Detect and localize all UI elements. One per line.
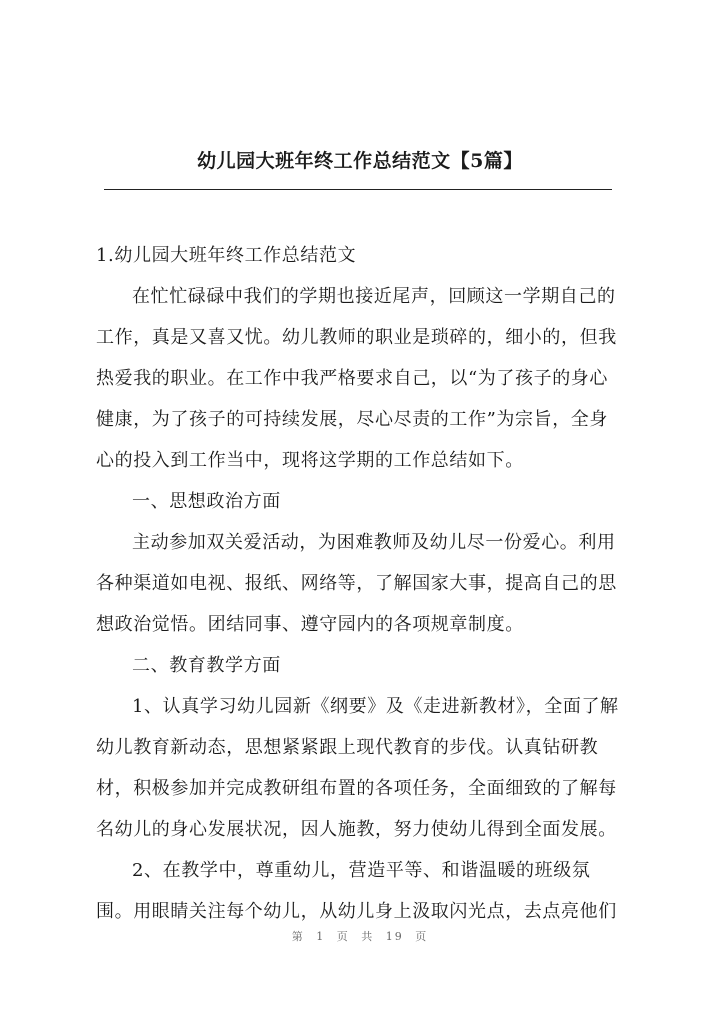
paragraph-line: 幼儿教育新动态，思想紧紧跟上现代教育的步伐。认真钻研教	[96, 737, 599, 758]
paragraph-line: 在忙忙碌碌中我们的学期也接近尾声，回顾这一学期自己的	[132, 286, 616, 307]
subheading-teaching: 二、教育教学方面	[132, 655, 281, 676]
paragraph-line: 材，积极参加并完成教研组布置的各项任务，全面细致的了解每	[96, 778, 617, 799]
paragraph-line: 健康，为了孩子的可持续发展，尽心尽责的工作”为宗旨，全身	[96, 409, 608, 430]
paragraph-line: 心的投入到工作当中，现将这学期的工作总结如下。	[96, 450, 524, 471]
paragraph-line: 围。用眼睛关注每个幼儿，从幼儿身上汲取闪光点，去点亮他们	[96, 901, 617, 922]
paragraph-line: 1、认真学习幼儿园新《纲要》及《走进新教材》，全面了解	[132, 696, 619, 717]
paragraph-line: 2、在教学中，尊重幼儿，营造平等、和谐温暖的班级氛	[132, 860, 591, 881]
paragraph-line: 主动参加双关爱活动，为困难教师及幼儿尽一份爱心。利用	[132, 532, 616, 553]
paragraph-line: 名幼儿的身心发展状况，因人施教，努力使幼儿得到全面发展。	[96, 819, 617, 840]
paragraph-line: 想政治觉悟。团结同事、遵守园内的各项规章制度。	[96, 614, 524, 635]
page-number-footer: 第 1 页 共 19 页	[291, 930, 429, 943]
paragraph-line: 热爱我的职业。在工作中我严格要求自己，以“为了孩子的身心	[96, 368, 608, 389]
paragraph-line: 各种渠道如电视、报纸、网络等，了解国家大事，提高自己的思	[96, 573, 617, 594]
title-divider	[104, 189, 612, 190]
subheading-politics: 一、思想政治方面	[132, 491, 281, 512]
section-heading: 1.幼儿园大班年终工作总结范文	[96, 245, 357, 266]
document-body	[96, 240, 636, 928]
document-title: 幼儿园大班年终工作总结范文【5篇】	[197, 150, 523, 172]
paragraph-line: 工作，真是又喜又忧。幼儿教师的职业是琐碎的，细小的，但我	[96, 327, 617, 348]
